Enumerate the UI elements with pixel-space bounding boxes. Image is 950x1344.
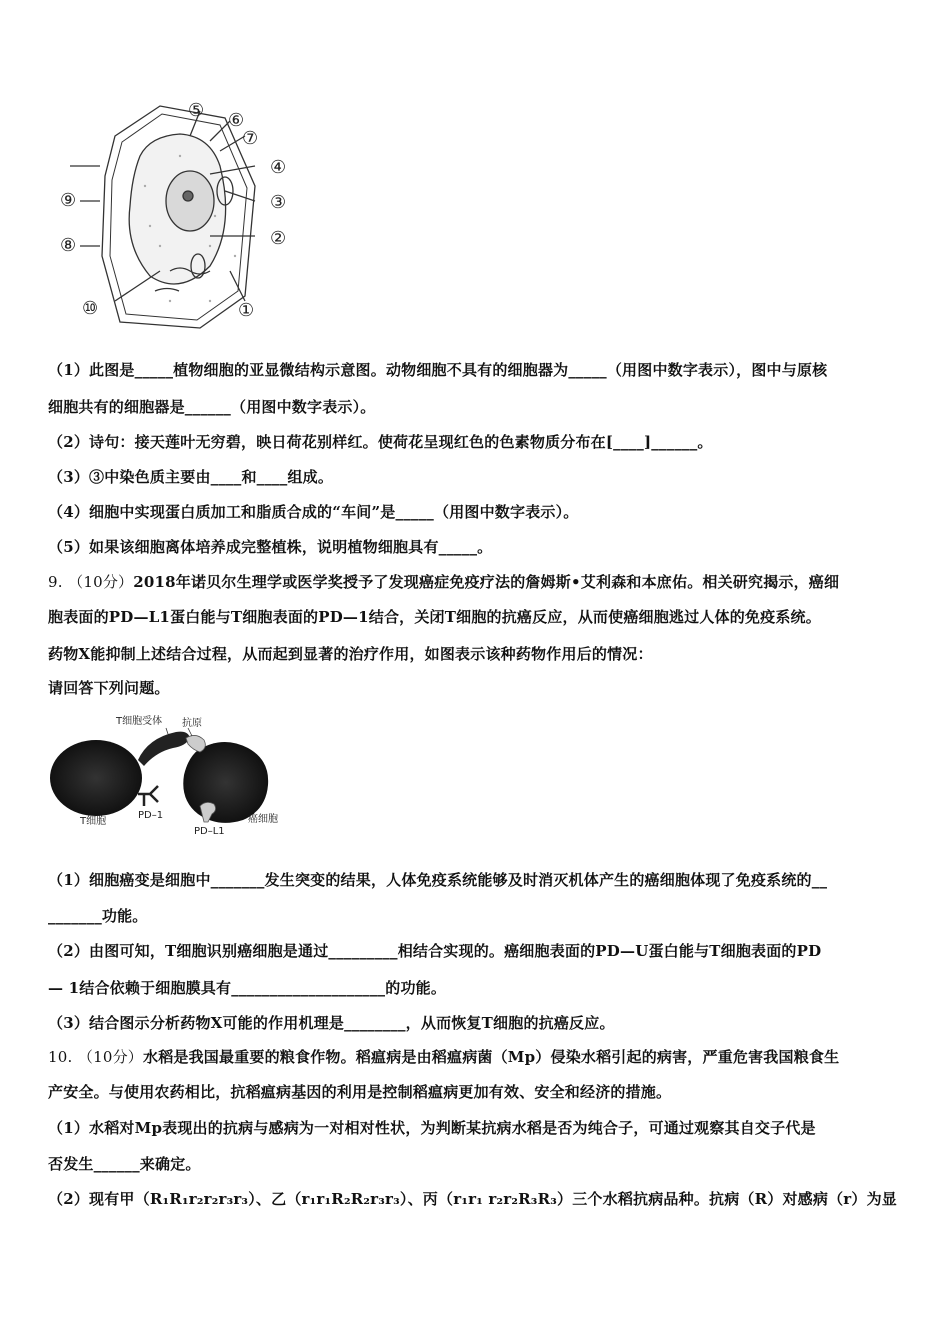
genotype-bing: r₁r₁ r₂r₂R₃R₃	[453, 1190, 558, 1208]
q9-part1-line2: _______功能。	[48, 907, 148, 925]
q9-part2-line1: （2）由图可知，T细胞识别癌细胞是通过_________相结合实现的。癌细胞表面的PD—U蛋白能与T细胞表面的PD	[48, 942, 822, 960]
q10-points: （10分）	[77, 1048, 143, 1066]
cell-label-2: ②	[270, 228, 287, 249]
q10-p2-mid2: ）、丙（	[399, 1190, 454, 1208]
q9-intro-line3: 药物X能抑制上述结合过程，从而起到显著的治疗作用，如图表示该种药物作用后的情况：	[48, 645, 653, 663]
q10-intro-line1	[48, 1047, 839, 1067]
cell-label-8: ⑧	[60, 235, 77, 256]
cell-label-9: ⑨	[60, 190, 77, 211]
t-cell-shape	[50, 740, 142, 816]
q10-part2-line1	[48, 1189, 897, 1209]
cell-label-7: ⑦	[242, 128, 259, 149]
q9-prompt: 请回答下列问题。	[48, 679, 170, 697]
q9-intro-line1	[48, 572, 839, 592]
q10-part1-line2: 否发生______来确定。	[48, 1155, 201, 1173]
q8-part1-line2: 细胞共有的细胞器是______（用图中数字表示）。	[48, 398, 376, 416]
cell-label-3: ③	[270, 192, 287, 213]
q8-part5: （5）如果该细胞离体培养成完整植株，说明植物细胞具有_____。	[48, 538, 493, 556]
q9-part2-line2: — 1结合依赖于细胞膜具有____________________的功能。	[48, 979, 447, 997]
q9-part1-line1: （1）细胞癌变是细胞中_______发生突变的结果，人体免疫系统能够及时消灭机体产生的癌细胞体现了免疫系统的__	[48, 871, 828, 889]
q8-part3: （3）③中染色质主要由____和____组成。	[48, 468, 334, 486]
cell-label-1: ①	[238, 300, 255, 321]
q8-part4: （4）细胞中实现蛋白质加工和脂质合成的“车间”是_____（用图中数字表示）。	[48, 503, 579, 521]
q10-intro-a: 水稻是我国最重要的粮食作物。稻瘟病是由稻瘟病菌（Mp）侵染水稻引起的病害，严重危害我国粮食生	[143, 1048, 840, 1066]
q10-p2-mid1: ）、乙（	[248, 1190, 302, 1208]
antigen-shape	[186, 735, 205, 752]
cell-label-5: ⑤	[188, 100, 205, 121]
cell-label-6: ⑥	[228, 110, 245, 131]
plant-cell-diagram	[60, 96, 310, 336]
q10-p2-prefix: （2）现有甲（	[48, 1190, 150, 1208]
cancer-cell-shape	[183, 742, 268, 823]
q10-number: 10.	[48, 1048, 73, 1066]
label-cancer-cell: 癌细胞	[248, 814, 278, 825]
genotype-yi: r₁r₁R₂R₂r₃r₃	[301, 1190, 400, 1208]
q10-intro-line2: 产安全。与使用农药相比，抗稻瘟病基因的利用是控制稻瘟病更加有效、安全和经济的措施。	[48, 1083, 672, 1101]
t-cell-cancer-diagram	[48, 710, 288, 838]
q10-p2-suffix: ）三个水稻抗病品种。抗病（R）对感病（r）为显	[557, 1190, 897, 1208]
cell-label-10: ⑩	[82, 298, 99, 319]
cell-label-4: ④	[270, 157, 287, 178]
label-antigen: 抗原	[182, 718, 202, 729]
label-t-receptor: T细胞受体	[116, 716, 163, 727]
q10-part1-line1: （1）水稻对Mp表现出的抗病与感病为一对相对性状，为判断某抗病水稻是否为纯合子，可通过观察其自交子代是	[48, 1119, 816, 1137]
t-cell-receptor-shape	[138, 732, 190, 766]
q8-part2: （2）诗句：接天莲叶无穷碧，映日荷花别样红。使荷花呈现红色的色素物质分布在[____]______。	[48, 433, 713, 451]
q9-number: 9.	[48, 573, 63, 591]
pd1-shape	[138, 786, 158, 806]
q9-points: （10分）	[68, 573, 134, 591]
label-pdl1: PD–L1	[194, 826, 225, 837]
label-pd1: PD–1	[138, 810, 164, 821]
genotype-jia: R₁R₁r₂r₂r₃r₃	[149, 1190, 249, 1208]
q9-intro-line2: 胞表面的PD—L1蛋白能与T细胞表面的PD—1结合，关闭T细胞的抗癌反应，从而使癌细胞逃过人体的免疫系统。	[48, 608, 821, 626]
q9-intro-a: 2018年诺贝尔生理学或医学奖授予了发现癌症免疫疗法的詹姆斯•艾利森和本庶佑。相关研究揭示，癌细	[133, 573, 840, 591]
q9-part3: （3）结合图示分析药物X可能的作用机理是________，从而恢复T细胞的抗癌反应。	[48, 1014, 615, 1032]
q8-part1-line1: （1）此图是_____植物细胞的亚显微结构示意图。动物细胞不具有的细胞器为_____（用图中数字表示），图中与原核	[48, 361, 828, 379]
label-t-cell: T细胞	[80, 816, 107, 827]
